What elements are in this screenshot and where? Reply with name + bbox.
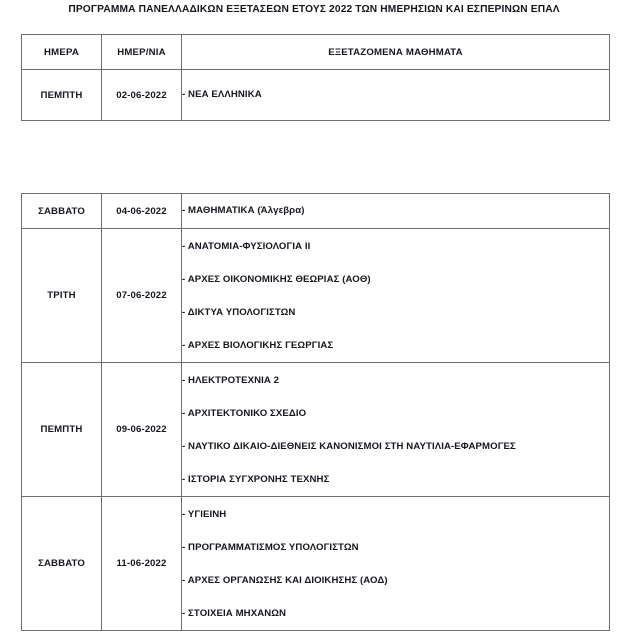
subject-item: - ΑΡΧΕΣ ΟΡΓΑΝΩΣΗΣ ΚΑΙ ΔΙΟΙΚΗΣΗΣ (ΑΟΔ) <box>182 574 388 586</box>
column-header-date: ΗΜΕΡ/ΝΙΑ <box>102 35 182 70</box>
subject-item: - ΑΡΧΕΣ ΒΙΟΛΟΓΙΚΗΣ ΓΕΩΡΓΙΑΣ <box>182 339 334 351</box>
subject-item: - ΔΙΚΤΥΑ ΥΠΟΛΟΓΙΣΤΩΝ <box>182 306 296 318</box>
cell-date: 11-06-2022 <box>102 497 182 631</box>
subject-list <box>182 78 609 112</box>
cell-day: ΤΡΙΤΗ <box>22 229 102 363</box>
table-row <box>22 363 610 497</box>
cell-date: 09-06-2022 <box>102 363 182 497</box>
subject-item: - ΣΤΟΙΧΕΙΑ ΜΗΧΑΝΩΝ <box>182 607 287 619</box>
subject-item: - ΙΣΤΟΡΙΑ ΣΥΓΧΡΟΝΗΣ ΤΕΧΝΗΣ <box>182 473 330 485</box>
subject-item: - ΑΡΧΙΤΕΚΤΟΝΙΚΟ ΣΧΕΔΙΟ <box>182 407 307 419</box>
table-header <box>22 35 610 70</box>
subject-item: - ΜΑΘΗΜΑΤΙΚΑ (Άλγεβρα) <box>182 205 305 216</box>
cell-subjects <box>182 70 610 121</box>
table-body <box>22 194 610 631</box>
table-row <box>22 194 610 229</box>
table-body <box>22 70 610 121</box>
cell-subjects <box>182 363 610 497</box>
exam-schedule-table-first <box>21 34 610 121</box>
column-header-subjects: ΕΞΕΤΑΖΟΜΕΝΑ ΜΑΘΗΜΑΤΑ <box>182 35 610 70</box>
cell-day: ΣΑΒΒΑΤΟ <box>22 194 102 229</box>
table-row <box>22 497 610 631</box>
cell-subjects <box>182 194 610 229</box>
subject-item: - ΗΛΕΚΤΡΟΤΕΧΝΙΑ 2 <box>182 374 280 386</box>
cell-day: ΣΑΒΒΑΤΟ <box>22 497 102 631</box>
cell-day: ΠΕΜΠΤΗ <box>22 363 102 497</box>
subject-item: - ΝΑΥΤΙΚΟ ΔΙΚΑΙΟ-ΔΙΕΘΝΕΙΣ ΚΑΝΟΝΙΣΜΟΙ ΣΤΗ ΝΑΥΤΙΛΙΑ-ΕΦΑΡΜΟΓΕΣ <box>182 440 516 452</box>
column-header-day: ΗΜΕΡΑ <box>22 35 102 70</box>
table-row <box>22 70 610 121</box>
subject-item: - ΠΡΟΓΡΑΜΜΑΤΙΣΜΟΣ ΥΠΟΛΟΓΙΣΤΩΝ <box>182 541 359 553</box>
subject-item: - ΑΝΑΤΟΜΙΑ-ΦΥΣΙΟΛΟΓΙΑ II <box>182 240 311 252</box>
cell-subjects <box>182 229 610 363</box>
subject-list <box>182 230 609 362</box>
subject-item: - ΥΓΙΕΙΝΗ <box>182 508 227 520</box>
page-title: ΠΡΟΓΡΑΜΜΑ ΠΑΝΕΛΛΑΔΙΚΩΝ ΕΞΕΤΑΣΕΩΝ ΕΤΟΥΣ 2022 ΤΩΝ ΗΜΕΡΗΣΙΩΝ ΚΑΙ ΕΣΠΕΡΙΝΩΝ ΕΠΑΛ <box>68 4 560 15</box>
cell-date: 02-06-2022 <box>102 70 182 121</box>
subject-item: - ΝΕΑ ΕΛΛΗΝΙΚΑ <box>182 89 262 100</box>
table-row <box>22 229 610 363</box>
subject-item: - ΑΡΧΕΣ ΟΙΚΟΝΟΜΙΚΗΣ ΘΕΩΡΙΑΣ (ΑΟΘ) <box>182 273 371 285</box>
cell-date: 07-06-2022 <box>102 229 182 363</box>
exam-schedule-table-second <box>21 193 610 631</box>
cell-date: 04-06-2022 <box>102 194 182 229</box>
subject-list <box>182 364 609 496</box>
cell-subjects <box>182 497 610 631</box>
table-header-row <box>22 35 610 70</box>
subject-list <box>182 194 609 228</box>
cell-day: ΠΕΜΠΤΗ <box>22 70 102 121</box>
subject-list <box>182 498 609 630</box>
